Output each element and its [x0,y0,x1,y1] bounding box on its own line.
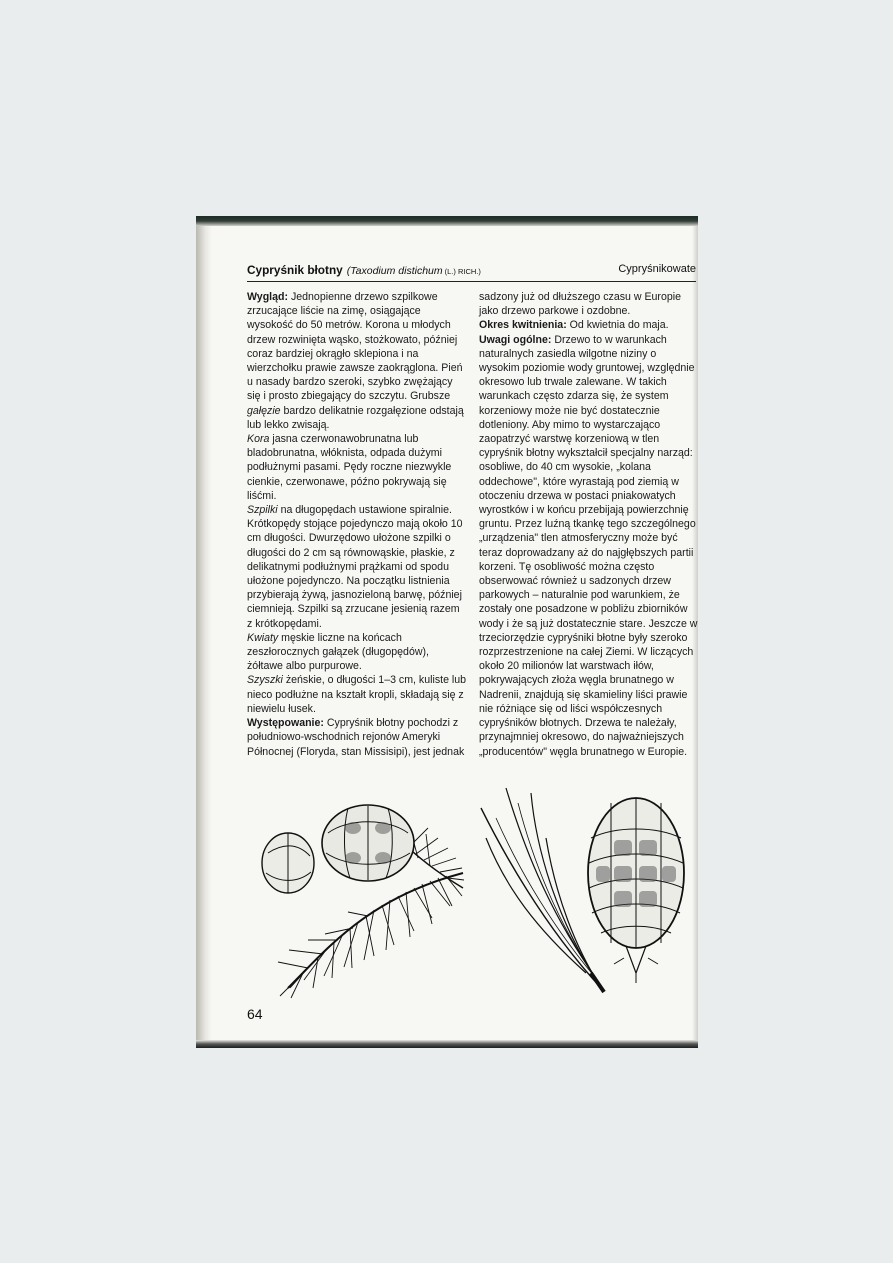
paragraph [247,432,467,503]
illustration-branch-with-cone [248,778,468,1000]
scan-top-edge [196,216,698,226]
paragraph-text: męskie liczne na końcach zeszłorocznych gałązek (długopędów), żółtawe albo purpurowe. [247,631,429,673]
text-column-right [479,290,698,759]
paragraph-lead: Wygląd: [247,291,289,303]
paragraph-text: Od kwietnia do maja. [566,319,669,332]
paragraph-lead: Szpilki [247,504,278,517]
paragraph-lead: Występowanie: [247,717,324,730]
paragraph-text: Drzewo to w warunkach naturalnych zasiedla wilgotne niziny o wysokim poziomie wody gruntowej, względnie okresowo lub trwale zalewane. W takich warunkach często zdarza się, że system korzeniowy może nie być dostatecznie dotleniony. Aby mimo to wystarczająco zaopatrzyć warstwę korzeniową w tlen cypryśnik błotny wykształcił specjalny narząd: osobliwe, do 40 cm wysokie, „kolana oddechowe", które wyrastają pod ziemią w otoczeniu drzewa w postaci pniakowatych wyrostków i w końcu przebijają powierzchnię gruntu. Przez luźną tkankę tego szczególnego „urządzenia" tlen atmosferyczny może być teraz doprowadzany aż do najgłębszych partii korzeni. Tę osobliwość można często obserwować również u sadzonych drzew parkowych – naturalnie pod warunkiem, że zostały one posadzone w pobliżu zbiorników wody i że są już dostatecznie stare. Jeszcze w trzeciorzędzie cypryśniki błotne były szeroko rozprzestrzenione na całej Ziemi. W liczących około 20 milionów lat warstwach iłów, pokrywających złoża węgla brunatnego w Nadrenii, znajdują się skamieliny liści prawie nie różniące się od liści współczesnych cypryśników błotnych. Drzewa te należały, przynajmniej okresowo, do najważniejszych „producentów" węgla brunatnego w Europie. [479,333,698,758]
latin-name: (Taxodium distichum [346,265,443,277]
scanned-page [196,216,698,1048]
paragraph [247,503,467,631]
paragraph [479,290,698,318]
book-spine-shadow [196,226,212,1040]
paragraph-lead: Uwagi ogólne: [479,333,552,346]
page-number: 64 [247,1006,263,1022]
paragraph-lead: Szyszki [247,674,283,687]
paragraph [247,290,467,432]
scan-bottom-edge [196,1040,698,1048]
paragraph-text: żeńskie, o długości 1–3 cm, kuliste lub nieco podłużne na kształt kropli, składają się z niewielu łusek. [247,674,467,715]
paragraph-text: sadzony już od dłuższego czasu w Europie jako drzewo parkowe i ozdobne. [479,291,681,318]
author-abbrev: (L.) RICH.) [444,267,481,276]
species-name: Cypryśnik błotny [247,263,343,277]
paragraph-text: na długopędach ustawione spiralnie. Krótkopędy stojące pojedynczo mają około 10 cm długości. Dwurzędowo ułożone szpilki o długości do 2 cm są równowąskie, płaskie, z delikatnymi podłużnymi prążkami od spodu ułożone pojedynczo. Na początku listnienia przybierają żywą, jasnozieloną barwę, później ciemnieją. Szpilki są zrzucane jesienią razem z krótkopędami. [247,504,463,630]
paragraph-lead: Okres kwitnienia: [479,319,567,332]
paragraph-text-tail: bardzo delikatnie rozgałęzione odstają lub lekko zwisają. [247,404,464,431]
paragraph [247,716,467,759]
paragraph [479,318,698,332]
paragraph-text: Jednopienne drzewo szpilkowe zrzucające liście na zimę, osiągające wysokość do 50 metrów. Korona u młodych drzew rozwinięta wąsko, stożkowato, później coraz bardziej okrągło sklepiona i na wierzchołku prawie zawsze zaokrąglona. Pień u nasady bardzo szeroki, szybko zwężający się i prosto zbiegający do szczytu. Grubsze [247,291,463,403]
paragraph [247,631,467,674]
paragraph-emphasis: gałęzie [247,404,281,417]
page-header [247,263,696,282]
paragraph [479,333,698,759]
paragraph-text: Cypryśnik błotny pochodzi z południowo-wschodnich rejonów Ameryki Północnej (Floryda, stan Missisipi), jest jednak [247,717,465,758]
paragraph-text: jasna czerwonawobrunatna lub bladobrunatna, włóknista, odpada dużymi podłużnymi pasami. Pędy roczne niezwykle cienkie, czerwonawe, późno pokrywają się liśćmi. [247,433,452,502]
family-name: Cypryśnikowate [618,263,696,275]
paragraph-lead: Kwiaty [247,631,279,644]
text-column-left [247,290,467,759]
paragraph [247,673,467,716]
illustration-needles-and-cone [476,778,696,1000]
paragraph-lead: Kora [247,433,270,446]
